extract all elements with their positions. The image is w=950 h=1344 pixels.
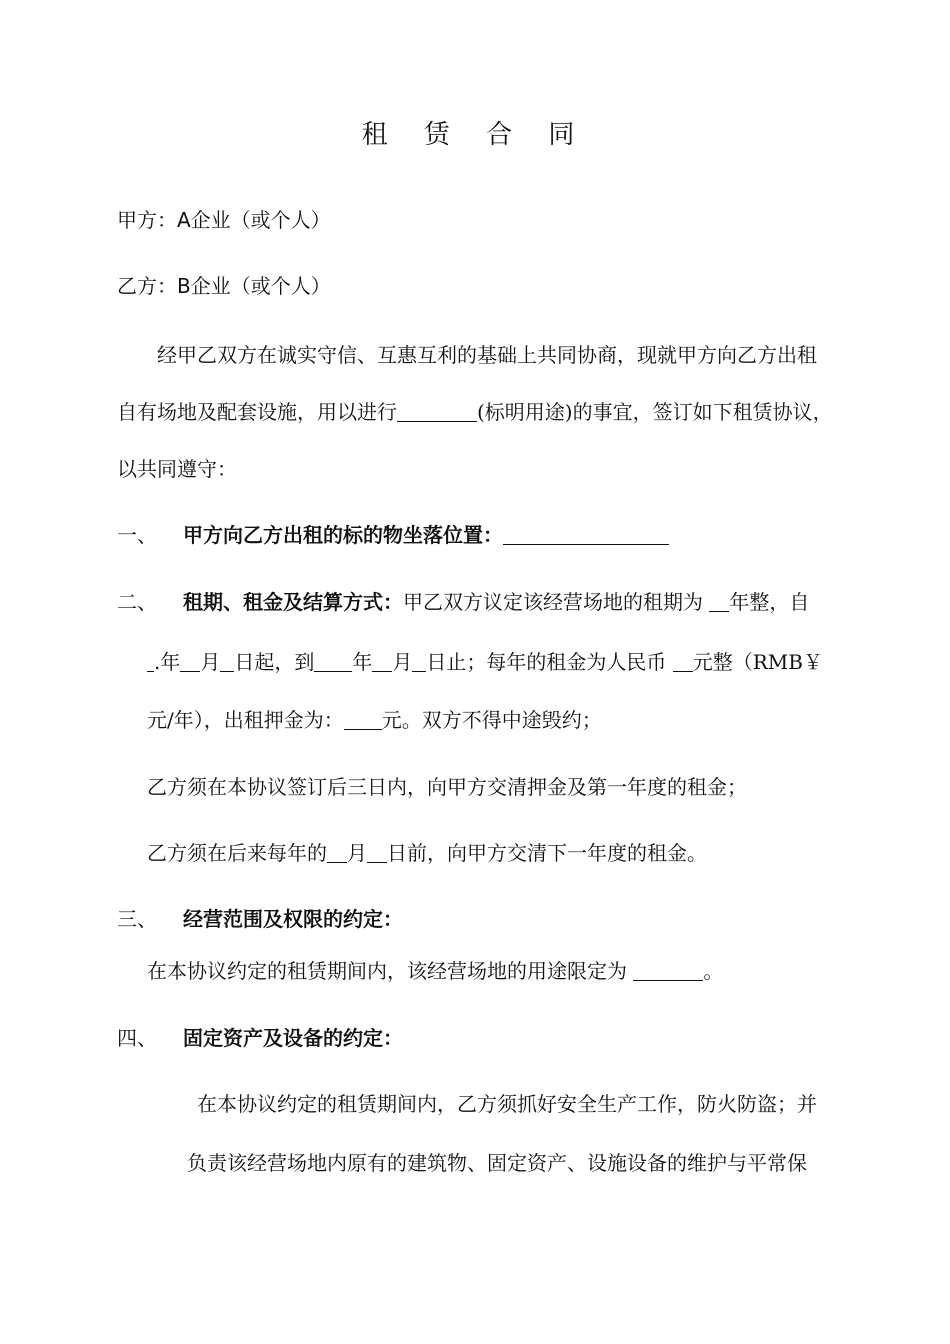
section-text: 月 <box>347 841 367 865</box>
section-2 <box>117 588 809 616</box>
document-title: 租 赁 合 同 <box>361 120 589 150</box>
section-heading: 甲方向乙方出租的标的物坐落位置： <box>183 523 503 547</box>
section-number: 三、 <box>117 907 157 931</box>
end-year-blank <box>314 651 352 672</box>
deposit-blank <box>344 709 382 730</box>
section-4-line-1: 在本协议约定的租赁期间内，乙方须抓好安全生产工作，防火防盗；并 <box>197 1092 817 1116</box>
section-text: 在本协议约定的租赁期间内，该经营场地的用途限定为 <box>147 959 634 983</box>
section-number: 四、 <box>117 1026 157 1050</box>
section-text: 月 <box>392 650 413 674</box>
section-2-line-4: 乙方须在本协议签订后三日内，向甲方交清押金及第一年度的租金； <box>147 775 747 799</box>
section-4 <box>117 1024 403 1052</box>
section-heading: 租期、租金及结算方式： <box>183 590 403 614</box>
intro-line-1: 经甲乙双方在诚实守信、互惠互利的基础上共同协商，现就甲方向乙方出租 <box>157 343 817 367</box>
intro-text: 自有场地及配套设施，用以进行 <box>117 400 397 424</box>
section-4-line-2: 负责该经营场地内原有的建筑物、固定资产、设施设备的维护与平常保 <box>187 1151 807 1175</box>
end-day-blank <box>412 651 426 672</box>
due-month-blank <box>327 842 347 863</box>
usage-blank <box>633 960 703 981</box>
section-text: 年整，自 <box>729 590 810 614</box>
section-text: 月 <box>200 650 221 674</box>
section-text: 日前，向甲方交清下一年度的租金。 <box>387 841 707 865</box>
section-text: 日起，到 <box>234 650 315 674</box>
section-heading: 固定资产及设备的约定： <box>183 1026 403 1050</box>
section-text: 元整（RMB￥ <box>692 650 823 674</box>
section-text: 年 <box>352 650 373 674</box>
section-number: 二、 <box>117 590 157 614</box>
end-month-blank <box>372 651 392 672</box>
section-2-line-2 <box>147 648 823 676</box>
start-day-blank <box>220 651 234 672</box>
section-text: 元/年），出租押金为： <box>147 708 344 732</box>
section-2-line-3 <box>147 706 602 734</box>
section-number: 一、 <box>117 523 157 547</box>
section-text: 年 <box>160 650 181 674</box>
section-text: 甲乙双方议定该经营场地的租期为 <box>403 590 710 614</box>
section-text: 乙方须在后来每年的 <box>147 841 327 865</box>
purpose-blank <box>397 401 477 422</box>
section-text: 元。双方不得中途毁约； <box>381 708 602 732</box>
start-year-blank <box>147 651 154 672</box>
section-heading: 经营范围及权限的约定： <box>183 907 403 931</box>
start-month-blank <box>180 651 200 672</box>
section-text: . <box>154 650 161 674</box>
rent-amount-blank <box>673 651 693 672</box>
term-years-blank <box>709 591 729 612</box>
section-2-line-5 <box>147 839 707 867</box>
due-day-blank <box>367 842 387 863</box>
section-text: 。 <box>703 959 724 983</box>
party-b: 乙方：B企业（或个人） <box>117 274 331 298</box>
party-a: 甲方：A企业（或个人） <box>117 208 331 232</box>
section-3-line-1 <box>147 957 723 985</box>
section-3 <box>117 905 403 933</box>
intro-line-3: 以共同遵守： <box>117 457 237 481</box>
intro-line-2 <box>117 398 833 426</box>
intro-text: (标明用途)的事宜，签订如下租赁协议， <box>477 400 833 424</box>
section-text: 日止；每年的租金为人民币 <box>426 650 673 674</box>
section-1 <box>117 521 669 549</box>
location-blank <box>503 524 669 545</box>
